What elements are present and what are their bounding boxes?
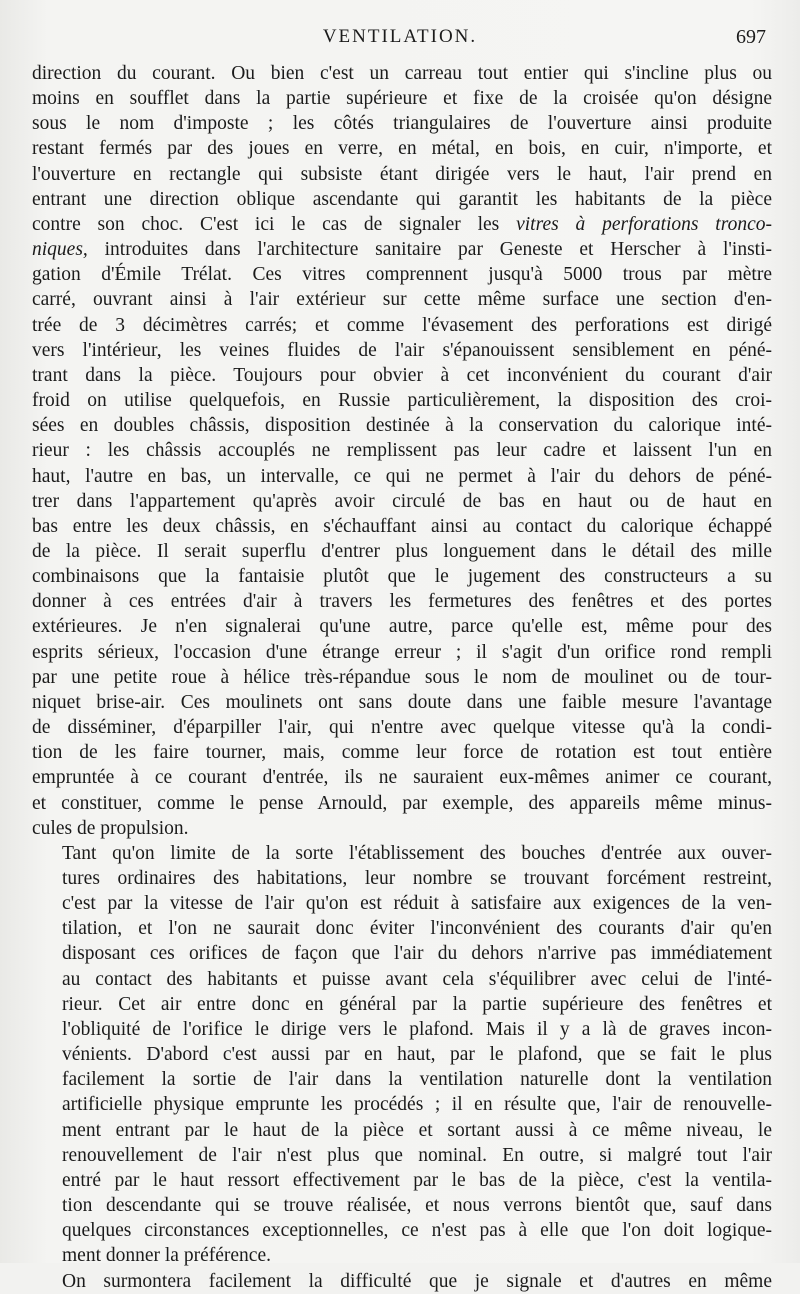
text-line: au contact des habitants et puisse avant cela s'équilibrer avec celui de l'inté- <box>62 968 772 990</box>
text-line: c'est par la vitesse de l'air qu'on est réduit à satisfaire aux exigences de la ven- <box>62 893 772 915</box>
text-line: Tant qu'on limite de la sorte l'établissement des bouches d'entrée aux ouver- <box>62 842 772 864</box>
text-line: rieur : les châssis accouplés ne remplissent pas leur cadre et laissent l'un en <box>32 440 772 462</box>
text-line: combinaisons que la fantaisie plutôt que le jugement des constructeurs a su <box>32 566 772 588</box>
text-line: tion de les faire tourner, mais, comme leur force de rotation est tout entière <box>32 742 772 764</box>
text-line: ment entrant par le haut de la pièce et sortant aussi à ce même niveau, le <box>62 1119 772 1141</box>
text-line: froid on utilise quelquefois, en Russie particulièrement, la disposition des croi- <box>32 390 772 412</box>
text-line: renouvellement de l'air n'est plus que nominal. En outre, si malgré tout l'air <box>62 1144 772 1166</box>
paragraph <box>32 61 772 841</box>
italic-term: vitres à perforations tronco- <box>516 213 772 235</box>
body-text <box>32 61 772 1294</box>
text-line: esprits sérieux, l'occasion d'une étrange erreur ; il s'agit d'un orifice rond rempli <box>32 641 772 663</box>
text-line: l'obliquité de l'orifice le dirige vers le plafond. Mais il y a là de graves incon- <box>62 1018 772 1040</box>
text-line: bas entre les deux châssis, en s'échauffant ainsi au contact du calorique échappé <box>32 515 772 537</box>
text-line: tures ordinaires des habitations, leur nombre se trouvant forcément restreint, <box>62 868 772 889</box>
text-line: niquet brise-air. Ces moulinets ont sans doute dans une faible mesure l'avantage <box>32 691 772 713</box>
text-line: cules de propulsion. <box>32 817 189 839</box>
text-line: vénients. D'abord c'est aussi par en haut, par le plafond, que se fait le plus <box>62 1044 772 1066</box>
italic-term: niques, <box>32 239 88 261</box>
text-line: haut, l'autre en bas, un intervalle, ce qui ne permet à l'air du dehors de péné- <box>32 465 772 487</box>
text-line: carré, ouvrant ainsi à l'air extérieur sur cette même surface une section d'en- <box>32 289 772 311</box>
running-title: VENTILATION. <box>322 26 478 47</box>
text-line: sées en doubles châssis, disposition destinée à la conservation du calorique inté- <box>32 415 772 437</box>
text-line: de disséminer, d'éparpiller l'air, qui n'entre avec quelque vitesse qu'à la condi- <box>32 717 772 739</box>
text-line: gation d'Émile Trélat. Ces vitres comprennent jusqu'à 5000 trous par mètre <box>32 264 772 286</box>
text-line: ment donner la préférence. <box>62 1245 271 1267</box>
paragraph <box>32 1269 772 1294</box>
text-line: disposant ces orifices de façon que l'air du dehors n'arrive pas immédiatement <box>62 943 772 965</box>
text-line: artificielle physique emprunte les procédés ; il en résulte que, l'air de renouvelle- <box>62 1094 772 1116</box>
text-line: tilation, et l'on ne saurait donc éviter l'inconvénient des courants d'air qu'en <box>62 918 772 940</box>
text-line: quelques circonstances exceptionnelles, ce n'est pas à elle que l'on doit logique- <box>62 1220 772 1242</box>
text-line: trant dans la pièce. Toujours pour obvier à cet inconvénient du courant d'air <box>32 364 772 386</box>
text-line: niques, introduites dans l'architecture sanitaire par Geneste et Herscher à l'insti- <box>32 239 772 261</box>
text-line: restant fermés par des joues en verre, en métal, en bois, en cuir, n'importe, et <box>32 138 772 160</box>
text-line: tion descendante qui se trouve réalisée, et nous verrons bientôt que, sauf dans <box>62 1195 772 1217</box>
text-line: direction du courant. Ou bien c'est un carreau tout entier qui s'incline plus ou <box>32 63 772 84</box>
text-line: donner à ces entrées d'air à travers les fermetures des fenêtres et des portes <box>32 591 772 613</box>
running-head <box>30 26 770 54</box>
paragraph <box>32 841 772 1269</box>
text-line: contre son choc. C'est ici le cas de signaler les vitres à perforations tronco- <box>32 213 772 235</box>
text-line: facilement la sortie de l'air dans la ventilation naturelle dont la ventilation <box>62 1069 772 1091</box>
text-line: trée de 3 décimètres carrés; et comme l'évasement des perforations est dirigé <box>32 314 772 336</box>
text-line: On surmontera facilement la difficulté que je signale et d'autres en même <box>62 1270 772 1292</box>
text-line: entrant une direction oblique ascendante qui garantit les habitants de la pièce <box>32 188 772 210</box>
text-line: de la pièce. Il serait superflu d'entrer plus longuement dans le détail des mille <box>32 540 772 562</box>
text-line: trer dans l'appartement qu'après avoir circulé de bas en haut ou de haut en <box>32 490 772 512</box>
text-line: rieur. Cet air entre donc en général par la partie supérieure des fenêtres et <box>62 993 772 1015</box>
text-line: entré par le haut ressort effectivement par le bas de la pièce, c'est la ventila- <box>62 1169 772 1191</box>
text-line: sous le nom d'imposte ; les côtés triangulaires de l'ouverture ainsi produite <box>32 113 772 135</box>
text-line: moins en soufflet dans la partie supérieure et fixe de la croisée qu'on désigne <box>32 88 772 110</box>
text-line: par une petite roue à hélice très-répandue sous le nom de moulinet ou de tour- <box>32 666 772 688</box>
text-line: l'ouverture en rectangle qui subsiste étant dirigée vers le haut, l'air prend en <box>32 163 772 185</box>
page-number: 697 <box>736 26 766 48</box>
text-line: extérieures. Je n'en signalerai qu'une autre, parce qu'elle est, même pour des <box>32 616 772 638</box>
text-line: empruntée à ce courant d'entrée, ils ne sauraient eux-mêmes animer ce courant, <box>32 767 772 789</box>
text-line: et constituer, comme le pense Arnould, par exemple, des appareils même minus- <box>32 792 772 814</box>
text-line: vers l'intérieur, les veines fluides de l'air s'épanouissent sensiblement en péné- <box>32 339 772 361</box>
